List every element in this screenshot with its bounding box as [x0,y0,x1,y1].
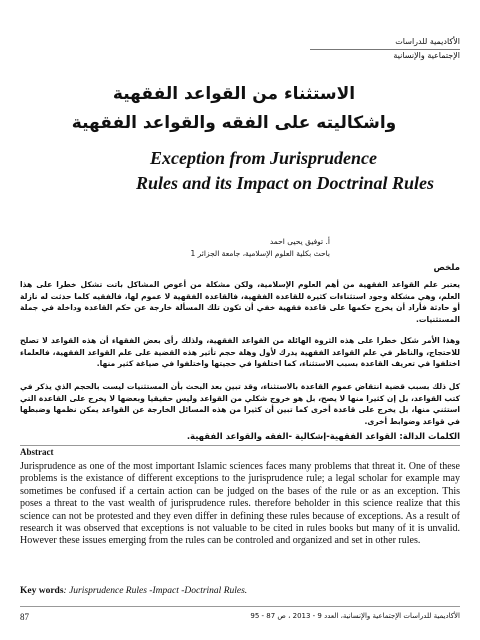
footer-citation: الأكاديمية للدراسات الإجتماعية والإنسانية، العدد 9 - 2013 ، ص 87 - 95 [250,612,460,620]
author-block [190,236,330,260]
section-divider [20,445,460,446]
author-affiliation: باحث بكلية العلوم الإسلامية، جامعة الجزائر 1 [190,249,330,258]
journal-header [310,36,460,61]
arabic-title-line1: الاستثناء من القواعد الفقهية [112,84,356,104]
arabic-title-line2: واشكاليته على الفقه والقواعد الفقهية [71,113,397,133]
arabic-paragraph: وهذا الأمر شكل خطرا على هذه الثروة الهائلة من القواعد الفقهية، ولذلك رأى بعض الفقهاء أن هذه القواعد لا تصلح للاحتجاج، والناظر في علم القواعد الفقهية يدرك لأول وهلة حجم تأثير هذه القضية على علم القواعد الفقهية، فالعلماء اختلفوا في تعريف القاعدة بسبب الاستثناء، كما اختلفوا في حجيتها واختلفوا في صياغة كثير منها. [20,336,460,368]
english-title-line1: Exception from Jurisprudence [150,148,378,168]
arabic-abstract-label: ملخص [433,263,460,273]
arabic-paragraph: يعتبر علم القواعد الفقهية من أهم العلوم الإسلامية، ولكن مشكلة من أعوص المشاكل باتت تشكل خطرا على هذا العلم، وهي مشكلة وجود استثناءات كثيرة للقاعدة الفقهية، فالقاعدة الفقهية لا عموم لها، فالفقيه كلما حدثت له نازلة أو حادثة فأراد أن يخرج حكمها على قاعدة فقهية خفي أن تكون تلك المسألة خارجة عن حكم القاعدة وداخلة في جملة المستثنيات. [20,280,460,324]
abstract-heading: Abstract [20,447,54,457]
abstract-text: Jurisprudence as one of the most important Islamic sciences faces many problems that threat it. One of these problems is the existance of different exceptions to the jurisprudence rule; a legal scholar for example may sometimes be confused if a certain action can be judged on the bases of the rule or as an exception. This poses a threat to the vast wealth of jurisprudence rules. therefore beholder in this science realize that this science can not be protested and they even differ in defining these rules because of exceptions. As a result of research it was observed that exceptions is not valuable to be cited in rules books but many of it is unvalid. However these issues emerging from the rules can be controled and organized and set in other rules. [20,461,460,547]
english-keywords [20,586,247,596]
journal-name-line2: الإجتماعية والإنسانية [393,51,460,60]
english-keywords-value: : Jurisprudence Rules -Impact -Doctrinal Rules. [63,586,248,596]
author-name: أ. توفيق يحيى احمد [269,237,330,246]
arabic-keywords: الكلمات الدالة: القواعد الفقهية-إشكالية -الفقه والقواعد الفقهية. [186,432,460,442]
english-keywords-label: Key words [20,586,64,596]
journal-name-line1: الأكاديمية للدراسات [395,37,460,46]
footer-divider [20,606,460,607]
arabic-paragraph: كل ذلك بسبب قضية انتقاض عموم القاعدة بالاستثناء، وقد تبين بعد البحث بأن المستثنيات ليست بالحجم الذي يذكر في كتب القواعد، بل إن كثيرا منها لا يصح، بل هو خروج شكلي من القواعد وليس حقيقيا وبعضها لا يخرج على القاعدة التي استثني منها، بل يخرج على قاعدة أخرى كما تبين أن كثيرا من هذه المسائل الخارجة عن القواعد يمكن نظمها وضبطها في قواعد وضوابط أخرى. [20,382,460,426]
english-title-line2: Rules and its Impact on Doctrinal Rules [136,173,435,193]
page-number: 87 [20,612,29,622]
